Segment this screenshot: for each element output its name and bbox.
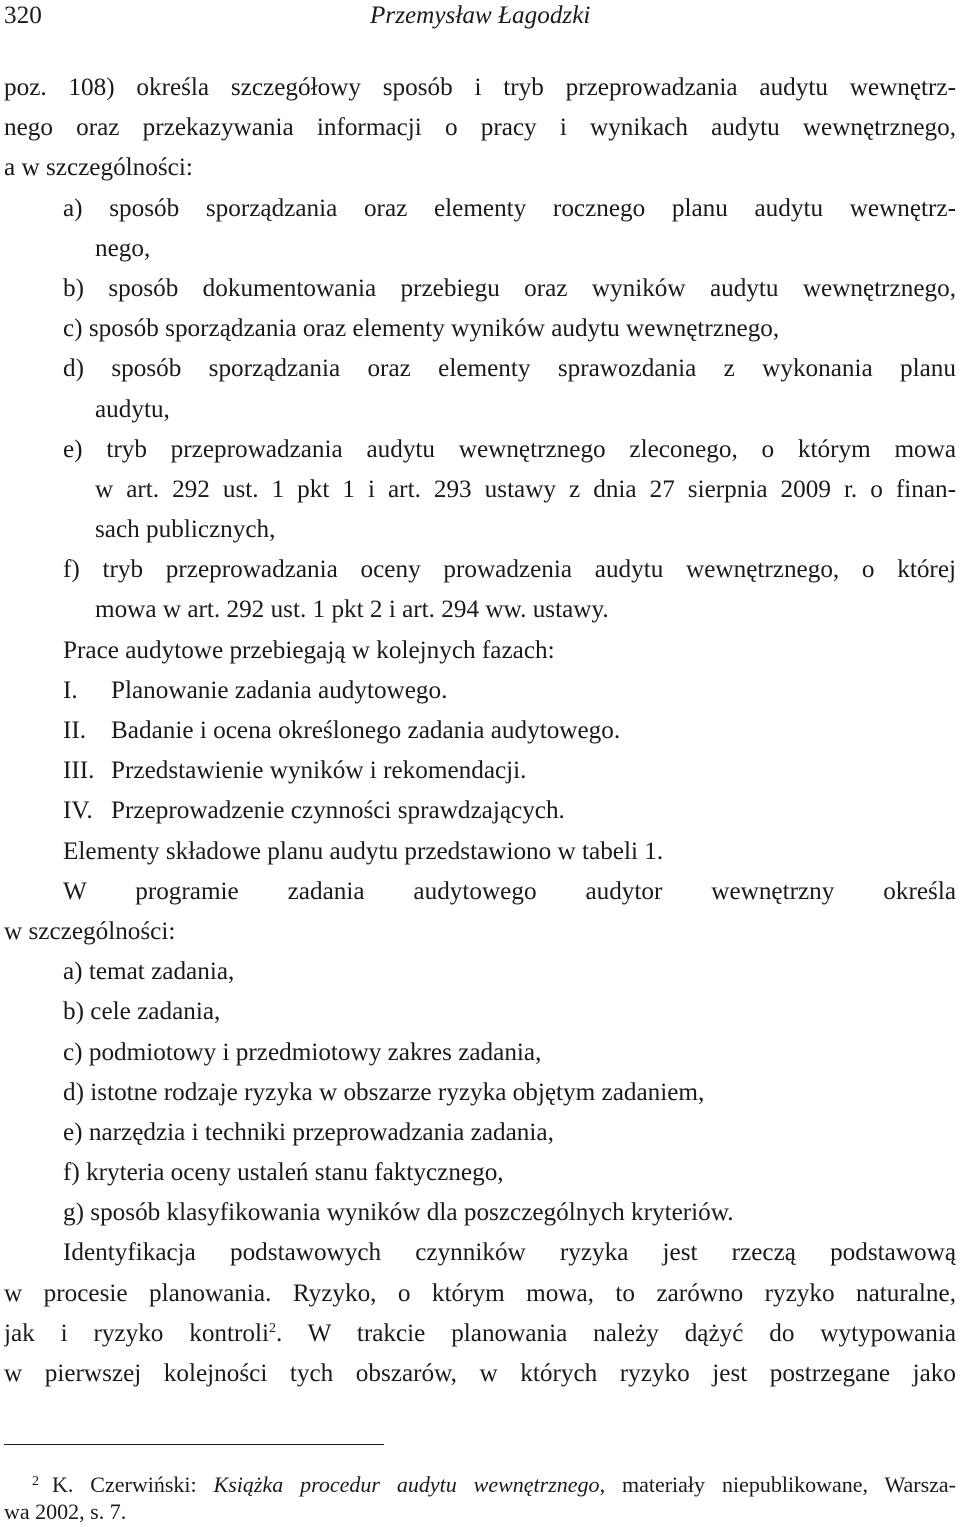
roman-numeral: III. <box>63 757 95 785</box>
text-line: Prace audytowe przebiegają w kolejnych fazach: <box>63 636 555 664</box>
list-item: a) temat zadania, <box>63 958 235 986</box>
phase-text: Planowanie zadania audytowego. <box>111 676 448 704</box>
footnote-line: wa 2002, s. 7. <box>4 1499 127 1524</box>
footnote-title: Książka procedur audytu wewnętrznego <box>213 1472 600 1497</box>
phase-text: Badanie i ocena określonego zadania audytowego. <box>111 717 621 744</box>
list-item-continuation: nego, <box>95 234 151 262</box>
phase-item <box>4 711 956 751</box>
list-item: f) kryteria oceny ustaleń stanu faktycznego, <box>63 1159 504 1187</box>
footnote-rest: , materiały niepublikowane, Warsza- <box>599 1472 956 1497</box>
list-item-continuation: mowa w art. 292 ust. 1 pkt 2 i art. 294 ww. ustawy. <box>95 596 609 624</box>
main-text <box>4 68 956 1394</box>
phase-item <box>4 671 956 711</box>
footnote-line <box>4 1467 956 1497</box>
page-number: 320 <box>4 2 42 29</box>
list-item: f) tryb przeprowadzania oceny prowadzenia audytu wewnętrznego, o której <box>63 556 956 584</box>
list-item-continuation: audytu, <box>95 395 170 423</box>
list-item-continuation: sach publicznych, <box>95 516 276 544</box>
footnote-reference: 2 <box>269 1320 276 1336</box>
roman-numeral: IV. <box>63 797 93 825</box>
text-line: w szczególności: <box>4 917 176 945</box>
list-item: b) cele zadania, <box>63 998 221 1026</box>
text-line: Identyfikacja podstawowych czynników ryzyka jest rzeczą podstawową <box>63 1239 956 1267</box>
phase-item <box>4 791 956 831</box>
list-item: e) tryb przeprowadzania audytu wewnętrznego zleconego, o którym mowa <box>63 435 956 463</box>
running-head-author: Przemysław Łagodzki <box>370 2 591 29</box>
footnote-author: K. Czerwiński: <box>52 1472 214 1497</box>
text-line: poz. 108) określa szczegółowy sposób i tryb przeprowadzania audytu wewnętrz- <box>4 74 956 101</box>
text-line: W programie zadania audytowego audytor wewnętrzny określa <box>63 877 956 905</box>
list-item: e) narzędzia i techniki przeprowadzania zadania, <box>63 1118 554 1146</box>
list-item: a) sposób sporządzania oraz elementy rocznego planu audytu wewnętrz- <box>63 194 956 222</box>
footnote-separator <box>4 1444 384 1445</box>
list-item: d) istotne rodzaje ryzyka w obszarze ryzyka objętym zadaniem, <box>63 1078 705 1106</box>
page-header <box>4 0 952 32</box>
text-line: Elementy składowe planu audytu przedstawiono w tabeli 1. <box>63 837 664 865</box>
phase-text: Przeprowadzenie czynności sprawdzających. <box>111 797 565 825</box>
list-item: b) sposób dokumentowania przebiegu oraz wyników audytu wewnętrznego, <box>63 274 956 302</box>
footnote <box>4 1467 956 1527</box>
phase-text: Przedstawienie wyników i rekomendacji. <box>111 757 527 785</box>
text-line: nego oraz przekazywania informacji o pracy i wynikach audytu wewnętrznego, <box>4 114 956 142</box>
text-fragment: . W trakcie planowania należy dążyć do wytypowania <box>276 1319 956 1347</box>
list-item-continuation: w art. 292 ust. 1 pkt 1 i art. 293 ustawy z dnia 27 sierpnia 2009 r. o finan- <box>95 475 956 503</box>
list-item: c) podmiotowy i przedmiotowy zakres zadania, <box>63 1038 542 1066</box>
roman-numeral: I. <box>63 676 78 704</box>
text-line: w procesie planowania. Ryzyko, o którym mowa, to zarówno ryzyko naturalne, <box>4 1279 956 1307</box>
text-line: w pierwszej kolejności tych obszarów, w których ryzyko jest postrzegane jako <box>4 1360 956 1387</box>
text-fragment: jak i ryzyko kontroli <box>4 1319 269 1347</box>
list-item: c) sposób sporządzania oraz elementy wyników audytu wewnętrznego, <box>63 315 780 343</box>
text-line: a w szczególności: <box>4 154 193 182</box>
roman-numeral: II. <box>63 717 87 744</box>
list-item: d) sposób sporządzania oraz elementy sprawozdania z wykonania planu <box>63 355 956 383</box>
phase-item <box>4 751 956 791</box>
text-line <box>4 1314 956 1354</box>
footnote-mark: 2 <box>32 1474 39 1489</box>
list-item: g) sposób klasyfikowania wyników dla poszczególnych kryteriów. <box>63 1199 734 1227</box>
